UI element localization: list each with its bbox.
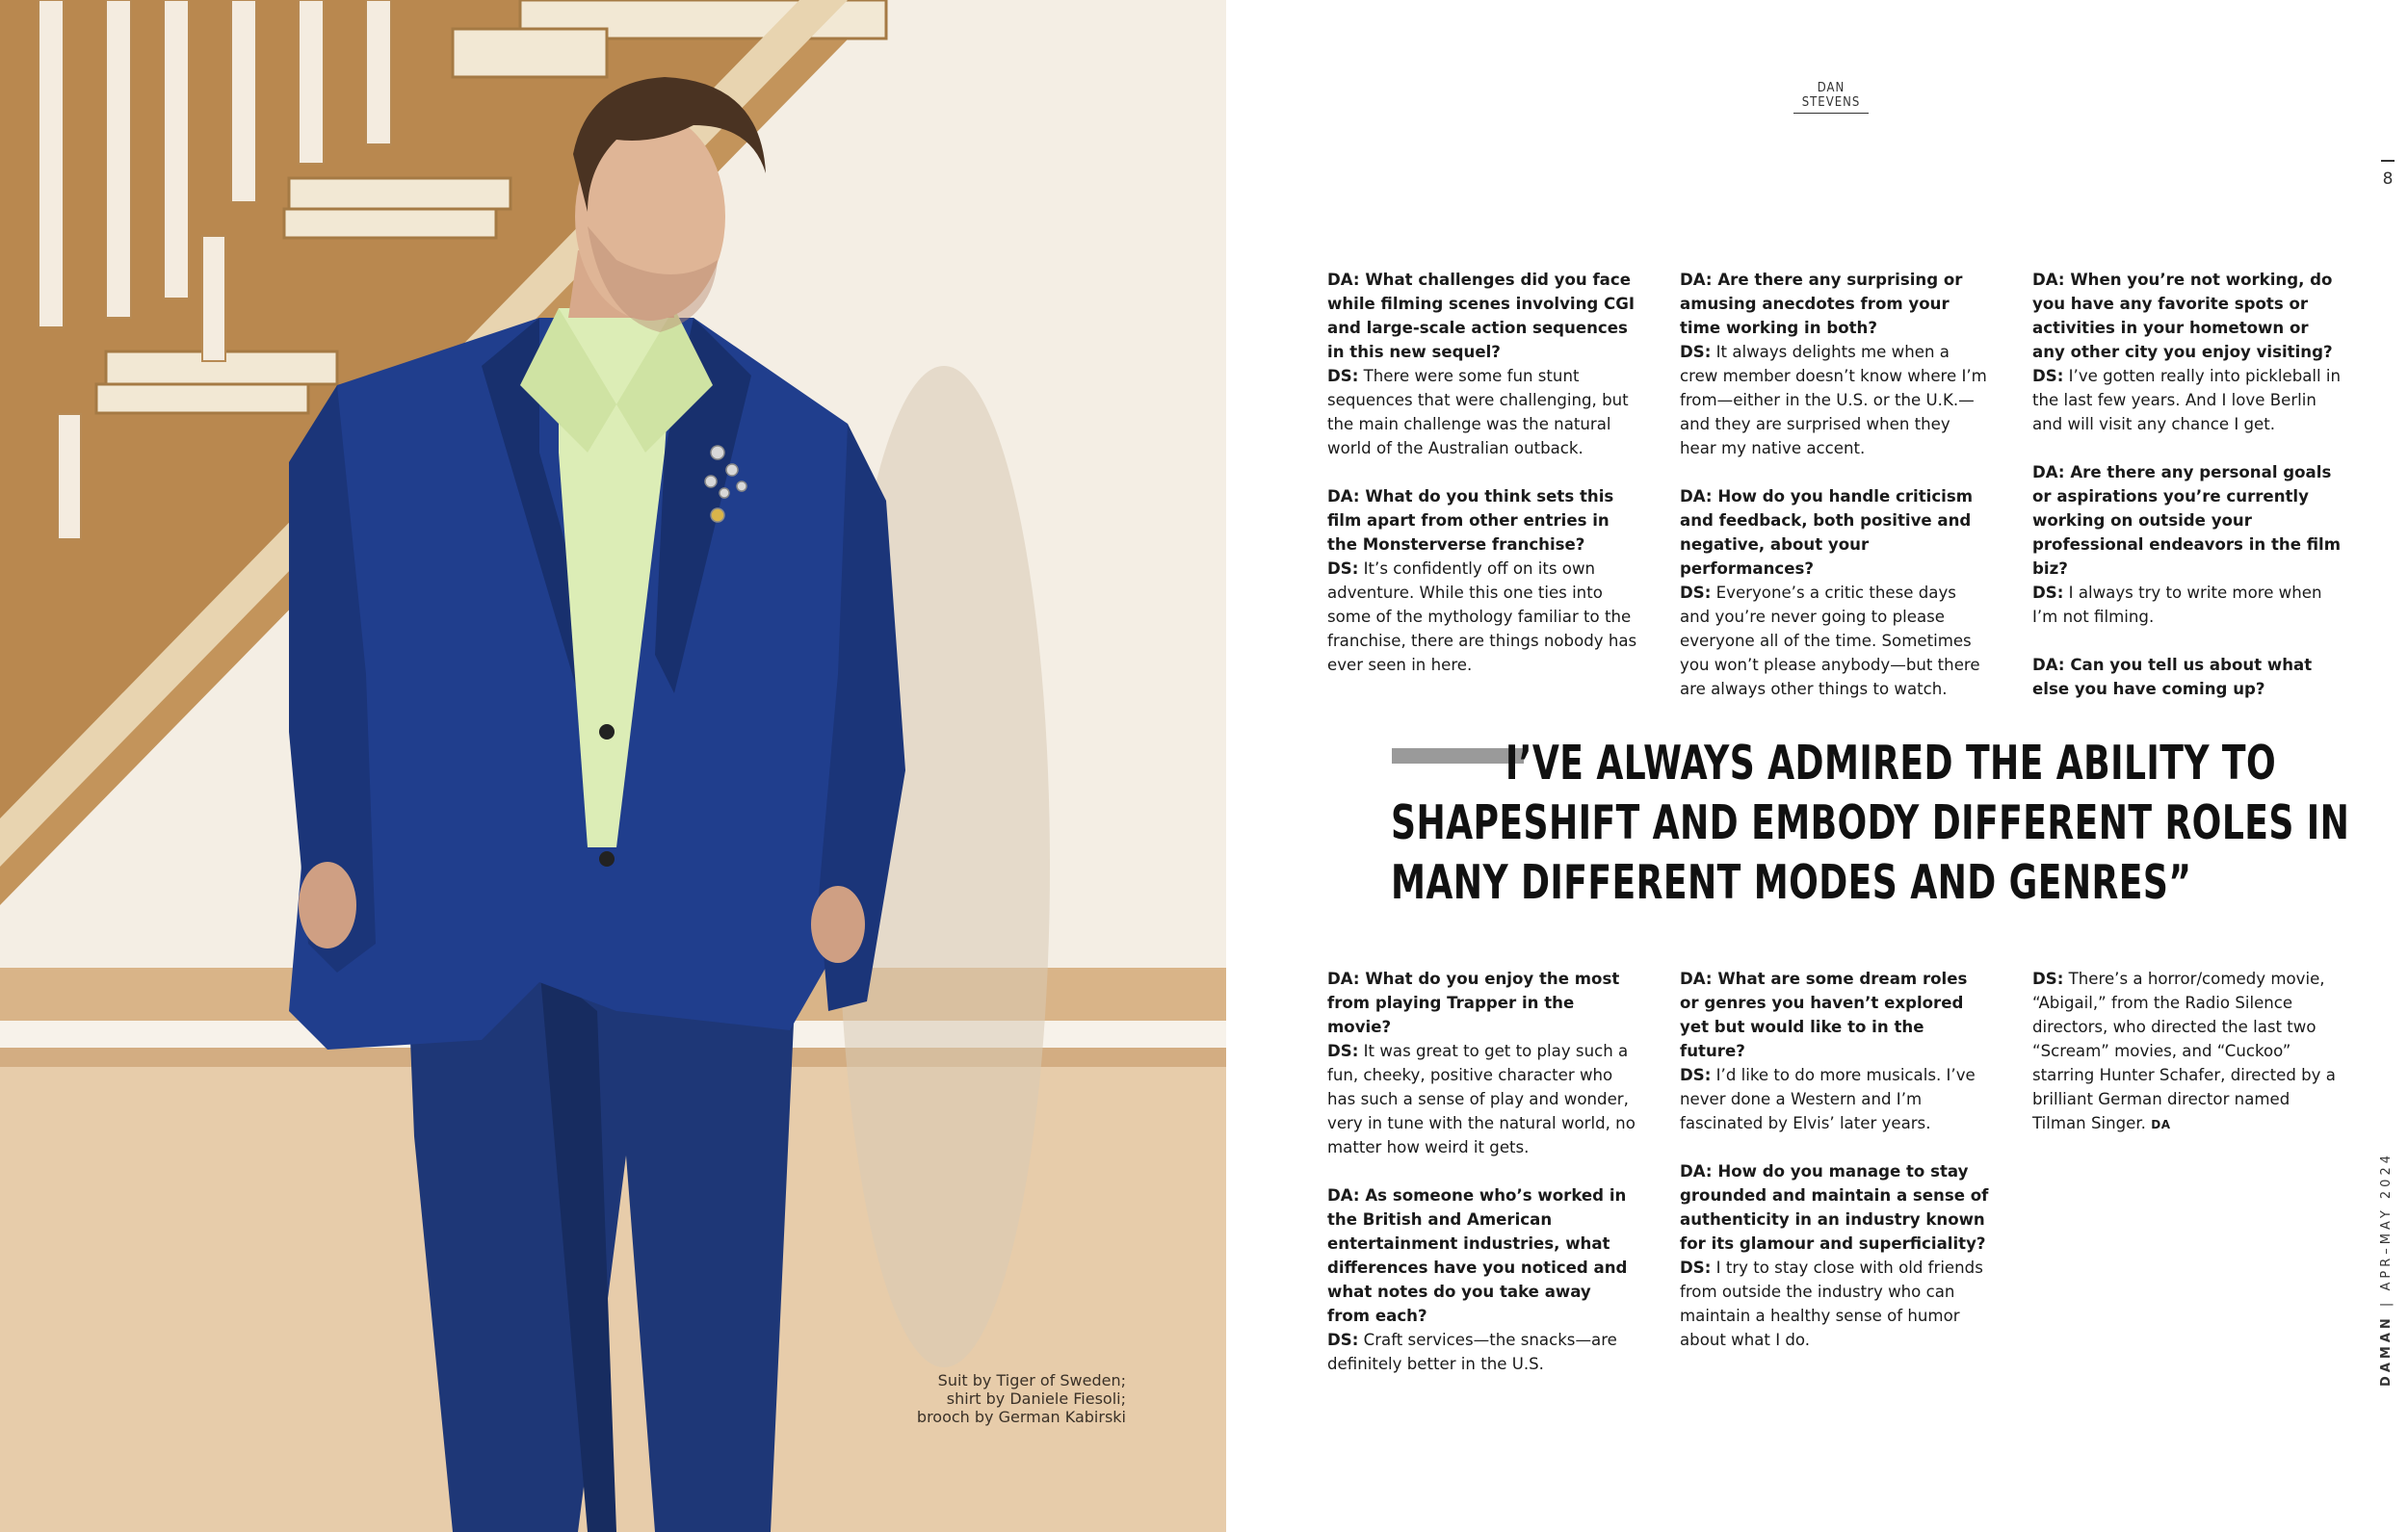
caption-line: shirt by Daniele Fiesoli; <box>946 1389 1126 1408</box>
qa-block <box>1680 484 1990 701</box>
article-column <box>2032 967 2343 1161</box>
pull-quote-line: I’VE ALWAYS ADMIRED THE ABILITY TO <box>1505 736 2277 791</box>
answer-label: DS: <box>1680 584 1712 602</box>
question: DA: What challenges did you face while filming scenes involving CGI and large-scale action sequences in this new sequel? <box>1327 271 1636 361</box>
qa-block <box>2032 460 2343 629</box>
page-number: 8 <box>2382 169 2394 189</box>
question: DA: What do you think sets this film apart from other entries in the Monsterverse franchise? <box>1327 487 1614 554</box>
qa-block <box>2032 967 2343 1137</box>
question: DA: How do you handle criticism and feedback, both positive and negative, about your performances? <box>1680 487 1974 578</box>
answer: There’s a horror/comedy movie, “Abigail,” from the Radio Silence directors, who directed the last two “Scream” movies, and “Cuckoo” starring Hunter Schafer, directed by a brilliant German director named Tilman Singer. <box>2032 970 2336 1132</box>
article-column <box>2032 268 2343 725</box>
answer: There were some fun stunt sequences that were challenging, but the main challenge was the natural world of the Australian outback. <box>1327 367 1629 457</box>
running-head: DAN STEVENS <box>1793 81 1869 114</box>
question: DA: As someone who’s worked in the British and American entertainment industries, what differences have you noticed and what notes do you take away from each? <box>1327 1186 1628 1325</box>
magazine-brand: DAMAN <box>2379 1314 2394 1387</box>
answer: I’ve gotten really into pickleball in the last few years. And I love Berlin and will visit any chance I get. <box>2032 367 2342 433</box>
end-signature: DA <box>2151 1118 2171 1131</box>
answer: I’d like to do more musicals. I’ve never done a Western and I’m fascinated by Elvis’ later years. <box>1680 1066 1976 1132</box>
answer-label: DS: <box>1327 1042 1359 1060</box>
question: DA: What do you enjoy the most from playing Trapper in the movie? <box>1327 970 1620 1036</box>
question: DA: When you’re not working, do you have any favorite spots or activities in your hometown or any other city you enjoy visiting? <box>2032 271 2333 361</box>
pull-quote-line: MANY DIFFERENT MODES AND GENRES” <box>1391 855 2192 910</box>
answer-label: DS: <box>1327 1331 1359 1349</box>
answer-label: DS: <box>2032 367 2064 385</box>
answer: I always try to write more when I’m not filming. <box>2032 584 2322 626</box>
caption-line: brooch by German Kabirski <box>916 1408 1126 1426</box>
answer-label: DS: <box>1327 367 1359 385</box>
pull-quote-line: SHAPESHIFT AND EMBODY DIFFERENT ROLES IN <box>1391 795 2350 850</box>
page-number-rule <box>2381 160 2395 162</box>
qa-block <box>1680 1159 1990 1352</box>
question: DA: What are some dream roles or genres you haven’t explored yet but would like to in the future? <box>1680 970 1968 1060</box>
photo-credit-caption <box>837 1371 1126 1426</box>
answer: I try to stay close with old friends from outside the industry who can maintain a healthy sense of humor about what I do. <box>1680 1259 1983 1349</box>
answer-label: DS: <box>1680 343 1712 361</box>
answer-label: DS: <box>1680 1259 1712 1277</box>
qa-block <box>1327 1183 1637 1376</box>
issue-date: APR–MAY 2024 <box>2379 1152 2394 1291</box>
pull-quote <box>1391 734 2350 913</box>
qa-block <box>2032 268 2343 436</box>
article-column <box>1680 967 1990 1376</box>
question: DA: How do you manage to stay grounded and maintain a sense of authenticity in an industry known for its glamour and superficiality? <box>1680 1162 1989 1253</box>
answer-label: DS: <box>2032 584 2064 602</box>
issue-folio <box>2379 1152 2396 1421</box>
folio-separator: | <box>2379 1298 2394 1308</box>
qa-block <box>1680 268 1990 460</box>
qa-block <box>1327 967 1637 1159</box>
answer: It was great to get to play such a fun, cheeky, positive character who has such a sense of play and wonder, very in tune with the natural world, no matter how weird it gets. <box>1327 1042 1636 1156</box>
qa-block <box>2032 653 2343 701</box>
answer-label: DS: <box>1327 559 1359 578</box>
answer: Everyone’s a critic these days and you’re never going to please everyone all of the time. Sometimes you won’t please anybody—but there are always other things to watch. <box>1680 584 1980 698</box>
answer-label: DS: <box>1680 1066 1712 1084</box>
qa-block <box>1327 484 1637 677</box>
qa-block <box>1327 268 1637 460</box>
article-column <box>1327 967 1637 1400</box>
question: DA: Can you tell us about what else you have coming up? <box>2032 656 2313 698</box>
question: DA: Are there any surprising or amusing anecdotes from your time working in both? <box>1680 271 1963 337</box>
caption-line: Suit by Tiger of Sweden; <box>937 1371 1126 1389</box>
qa-block <box>1680 967 1990 1135</box>
answer: Craft services—the snacks—are definitely better in the U.S. <box>1327 1331 1617 1373</box>
article-column <box>1327 268 1637 701</box>
article-column <box>1680 268 1990 725</box>
answer-label: DS: <box>2032 970 2064 988</box>
question: DA: Are there any personal goals or aspirations you’re currently working on outside your professional endeavors in the film biz? <box>2032 463 2342 578</box>
answer: It always delights me when a crew member doesn’t know where I’m from—either in the U.S. or the U.K.—and they are surprised when they hear my native accent. <box>1680 343 1987 457</box>
answer: It’s confidently off on its own adventure. While this one ties into some of the mythology familiar to the franchise, there are things nobody has ever seen in here. <box>1327 559 1637 674</box>
